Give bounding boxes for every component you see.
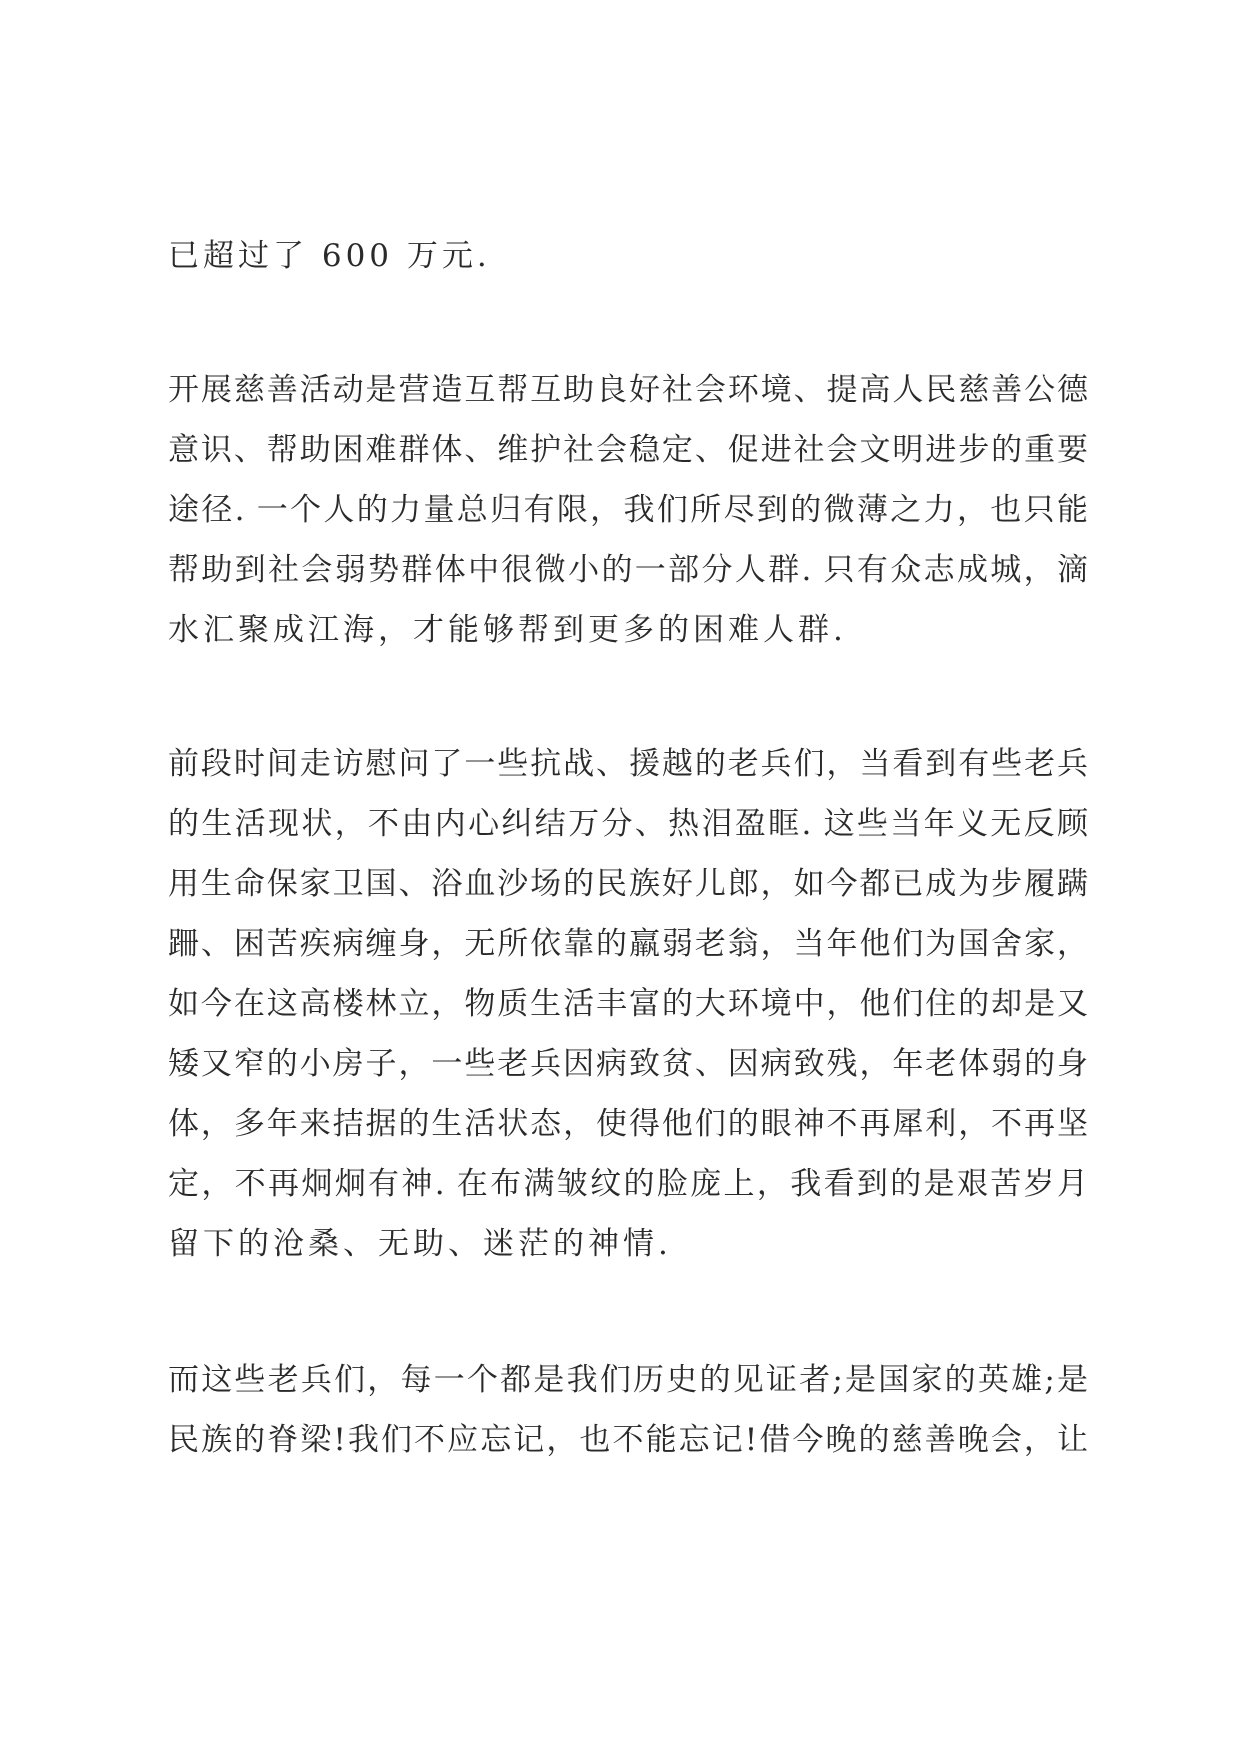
paragraph-2-line-1: 开展慈善活动是营造互帮互助良好社会环境、提高人民慈善公德: [168, 372, 1088, 408]
paragraph-3-line-4: 跚、困苦疾病缠身，无所依靠的羸弱老翁，当年他们为国舍家，: [168, 926, 1088, 962]
paragraph-3-line-6: 矮又窄的小房子，一些老兵因病致贫、因病致残，年老体弱的身: [168, 1046, 1088, 1082]
paragraph-3-line-7: 体，多年来拮据的生活状态，使得他们的眼神不再犀利，不再坚: [168, 1106, 1088, 1142]
paragraph-2-line-5: 水汇聚成江海，才能够帮到更多的困难人群.: [168, 612, 847, 648]
paragraph-4-line-1: 而这些老兵们，每一个都是我们历史的见证者;是国家的英雄;是: [168, 1362, 1088, 1398]
paragraph-3-line-2: 的生活现状，不由内心纠结万分、热泪盈眶. 这些当年义无反顾: [168, 806, 1088, 842]
paragraph-3-line-5: 如今在这高楼林立，物质生活丰富的大环境中，他们住的却是又: [168, 986, 1088, 1022]
paragraph-3-line-3: 用生命保家卫国、浴血沙场的民族好儿郎，如今都已成为步履蹒: [168, 866, 1088, 902]
paragraph-3-line-8: 定，不再炯炯有神. 在布满皱纹的脸庞上，我看到的是艰苦岁月: [168, 1166, 1088, 1202]
paragraph-3-line-1: 前段时间走访慰问了一些抗战、援越的老兵们，当看到有些老兵: [168, 746, 1088, 782]
paragraph-4-line-2: 民族的脊梁!我们不应忘记，也不能忘记!借今晚的慈善晚会，让: [168, 1422, 1088, 1458]
paragraph-2-line-3: 途径. 一个人的力量总归有限，我们所尽到的微薄之力，也只能: [168, 492, 1088, 528]
paragraph-2-line-2: 意识、帮助困难群体、维护社会稳定、促进社会文明进步的重要: [168, 432, 1088, 468]
paragraph-1-line-1: 已超过了 600 万元.: [168, 238, 491, 274]
paragraph-3-line-9: 留下的沧桑、无助、迷茫的神情.: [168, 1226, 672, 1262]
paragraph-2-line-4: 帮助到社会弱势群体中很微小的一部分人群. 只有众志成城，滴: [168, 552, 1088, 588]
